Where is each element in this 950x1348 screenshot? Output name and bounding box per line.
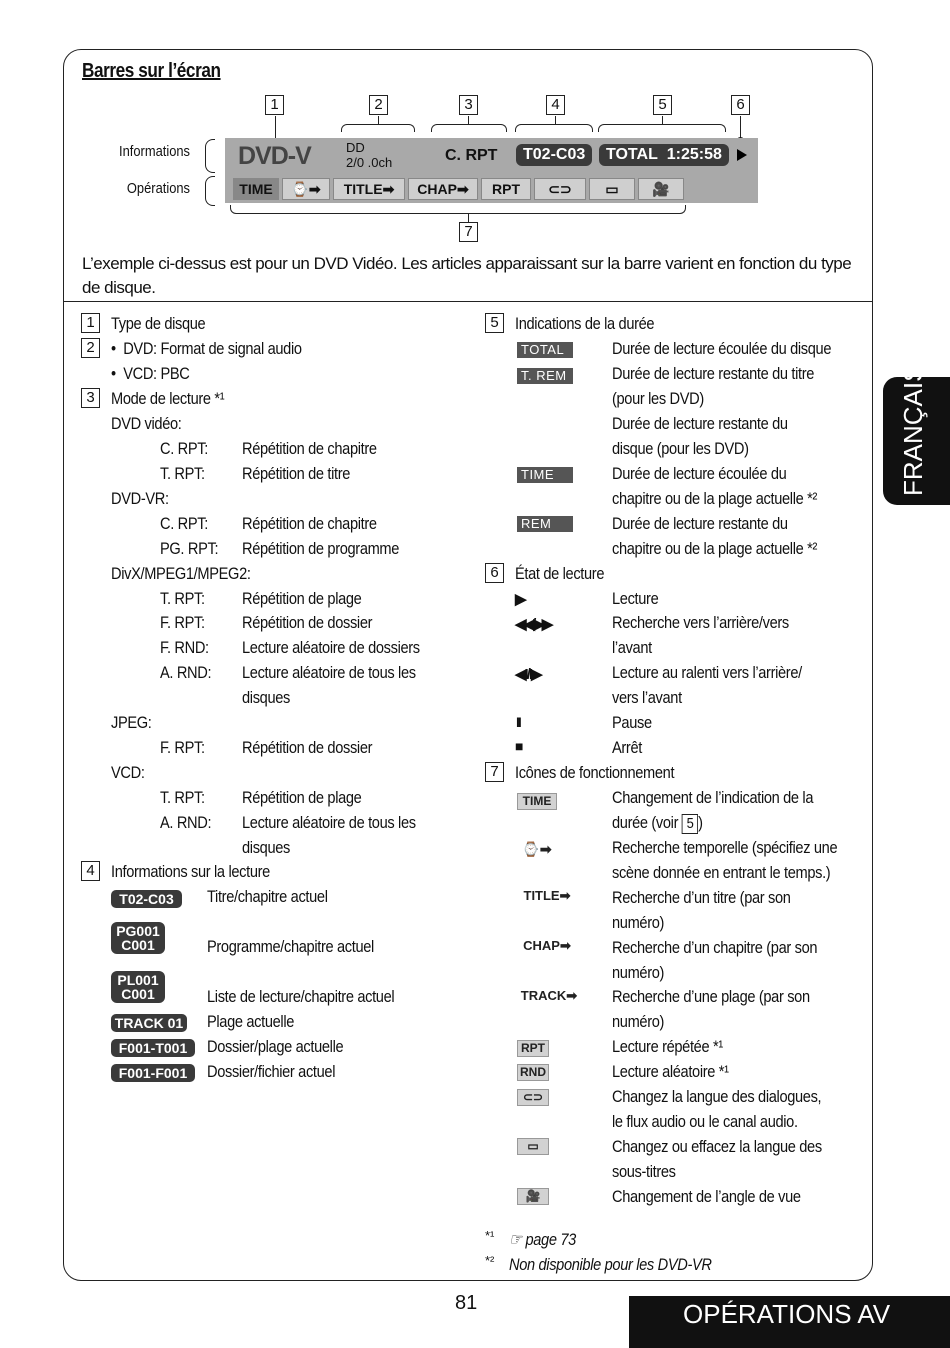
time-desc: (pour les DVD) [612,389,704,408]
label-informations: Informations [119,143,190,160]
stop-icon: ■ [515,738,524,754]
chapter-search-icon: CHAP➡ [517,938,577,953]
language-tab-label: FRANÇAIS [898,364,928,496]
icon-desc: Lecture aléatoire *¹ [612,1062,729,1081]
footnote-1: ☞ page 73 [509,1230,576,1249]
footnote-mark-1: *¹ [485,1228,495,1243]
callout-5-right: 5 [485,313,504,333]
footer-section [629,1296,950,1348]
playback-info-heading: Informations sur la lecture [111,862,270,881]
time-desc: chapitre ou de la plage actuelle *² [612,539,817,558]
badge-program-chapter: PG001 C001 [111,922,165,954]
state-desc: Pause [612,713,652,732]
icon-desc: Changement de l’indication de la [612,788,814,807]
tag-rem: REM [517,516,573,532]
playback-mode: C. RPT [445,147,498,164]
audio-format: DD 2/0 .0ch [346,140,393,170]
subtitle-icon: ▭ [517,1138,549,1155]
callout-4: 4 [546,95,565,115]
time-desc: Durée de lecture restante du [612,514,788,533]
time-desc: Durée de lecture écoulée du disque [612,339,832,358]
icon-desc: Recherche d’un titre (par son [612,888,791,907]
icon-desc: Recherche d’une plage (par son [612,987,810,1006]
mode-key: A. RND: [160,813,212,832]
icon-desc: Changez la langue des dialogues, [612,1087,822,1106]
icon-desc: scène donnée en entrant le temps.) [612,863,831,882]
mode-desc-cont: disques [242,688,290,707]
mode-key: C. RPT: [160,439,208,458]
audio-icon: ⊂⊃ [517,1089,549,1106]
info-desc: Dossier/fichier actuel [207,1062,336,1081]
mode-desc: Répétition de titre [242,464,351,483]
dvd-vr-label: DVD-VR: [111,489,169,508]
state-desc: Lecture [612,589,659,608]
play-icon [737,149,747,161]
state-desc: vers l’avant [612,688,682,707]
time-desc: chapitre ou de la plage actuelle *² [612,489,817,508]
icon-desc: Changement de l’angle de vue [612,1187,801,1206]
icon-desc: le flux audio ou le canal audio. [612,1112,798,1131]
time-desc: Durée de lecture restante du titre [612,364,815,383]
vcd-label: VCD: [111,763,145,782]
time-desc: Durée de lecture écoulée du [612,464,787,483]
callout-3-left: 3 [81,388,100,408]
bullet-vcd: • VCD: PBC [111,364,190,383]
pause-icon: II [516,714,520,730]
chapter-indicator: T02-C03 [516,144,592,166]
state-desc: Recherche vers l’arrière/vers [612,613,789,632]
mode-key: PG. RPT: [160,539,219,558]
onscreen-bar [225,138,758,203]
op-rpt[interactable]: RPT [481,178,531,200]
mode-key: A. RND: [160,663,212,682]
info-desc: Programme/chapitre actuel [207,937,374,956]
mode-key: F. RPT: [160,613,205,632]
icon-desc: numéro) [612,1012,665,1031]
intro-text: L’exemple ci-dessus est pour un DVD Vidéo. Les articles apparaissant sur la barre varient en fonction du type de disque. [82,254,852,297]
track-search-icon: TRACK➡ [517,988,581,1003]
play-icon: ▶ [515,591,527,608]
callout-1-left: 1 [81,313,100,333]
divx-label: DivX/MPEG1/MPEG2: [111,564,251,583]
icon-desc: Recherche d’un chapitre (par son [612,938,818,957]
time-search-icon: ⌚➡ [517,842,557,857]
op-angle[interactable]: 🎥 [638,178,684,200]
playback-mode-heading: Mode de lecture *¹ [111,389,225,408]
callout-5: 5 [653,95,672,115]
footnote-2: Non disponible pour les DVD-VR [509,1255,712,1274]
badge-folder-track: F001-T001 [111,1039,195,1057]
disc-type: DVD-V [238,142,311,170]
op-audio[interactable]: ⊂⊃ [534,178,586,200]
mode-desc: Lecture aléatoire de tous les [242,663,416,682]
icon-desc: Lecture répétée *¹ [612,1037,723,1056]
tag-trem: T. REM [517,368,573,384]
op-title[interactable]: TITLE➡ [333,178,405,200]
info-desc: Plage actuelle [207,1012,295,1031]
mode-desc: Répétition de chapitre [242,514,377,533]
mode-key: C. RPT: [160,514,208,533]
search-icon: ◀◀/▶▶ [515,616,551,633]
disc-type-heading: Type de disque [111,314,206,333]
callout-2: 2 [369,95,388,115]
icon-desc: Recherche temporelle (spécifiez une [612,838,838,857]
info-desc: Liste de lecture/chapitre actuel [207,987,395,1006]
op-chap[interactable]: CHAP➡ [408,178,478,200]
badge-folder-file: F001-F001 [111,1064,195,1082]
mode-desc: Répétition de plage [242,788,362,807]
state-heading: État de lecture [515,564,605,583]
label-operations: Opérations [126,180,190,197]
mode-desc: Répétition de dossier [242,613,373,632]
mode-key: F. RPT: [160,738,205,757]
op-time-search[interactable]: ⌚➡ [282,178,330,200]
dvd-video-label: DVD vidéo: [111,414,182,433]
op-time[interactable]: TIME [233,178,279,200]
btn-time-icon: TIME [517,793,557,810]
callout-6: 6 [731,95,750,115]
info-desc: Titre/chapitre actuel [207,887,328,906]
mode-desc: Lecture aléatoire de dossiers [242,638,420,657]
mode-key: T. RPT: [160,788,205,807]
icon-desc: numéro) [612,963,665,982]
state-desc: Arrêt [612,738,642,757]
badge-track: TRACK 01 [111,1014,187,1032]
callout-7-right: 7 [485,762,504,782]
section-title: Barres sur l’écran [82,60,221,82]
footnote-mark-2: *² [485,1253,495,1268]
state-desc: l’avant [612,638,652,657]
mode-desc: Répétition de chapitre [242,439,377,458]
info-desc: Dossier/plage actuelle [207,1037,344,1056]
angle-icon: 🎥 [517,1188,549,1205]
total-time: TOTAL 1:25:58 [599,144,729,166]
icon-desc: durée (voir 5 ) [612,813,703,832]
callout-1: 1 [265,95,284,115]
callout-7: 7 [459,222,478,242]
divider [64,301,872,302]
badge-title-chapter: T02-C03 [111,890,182,908]
badge-playlist-chapter: PL001 C001 [111,971,165,1003]
mode-desc: Répétition de dossier [242,738,373,757]
op-subtitle[interactable]: ▭ [589,178,635,200]
state-desc: Lecture au ralenti vers l’arrière/ [612,663,802,682]
mode-key: F. RND: [160,638,209,657]
callout-6-right: 6 [485,563,504,583]
random-icon: RND [517,1064,549,1081]
mode-desc-cont: disques [242,838,290,857]
mode-desc: Répétition de plage [242,589,362,608]
footer-label: OPÉRATIONS AV [683,1299,891,1329]
callout-2-left: 2 [81,338,100,358]
mode-desc: Lecture aléatoire de tous les [242,813,416,832]
icon-desc: sous-titres [612,1162,676,1181]
tag-time: TIME [517,467,573,483]
icon-desc: numéro) [612,913,665,932]
icon-desc: Changez ou effacez la langue des [612,1137,822,1156]
time-desc: Durée de lecture restante du [612,414,788,433]
mode-key: T. RPT: [160,464,205,483]
slow-icon: ◀I/I▶ [515,666,541,683]
repeat-icon: RPT [517,1040,549,1057]
mode-key: T. RPT: [160,589,205,608]
callout-4-left: 4 [81,861,100,881]
bullet-dvd: • DVD: Format de signal audio [111,339,302,358]
jpeg-label: JPEG: [111,713,152,732]
title-search-icon: TITLE➡ [517,888,577,903]
time-heading: Indications de la durée [515,314,655,333]
page-number: 81 [455,1292,478,1314]
icons-heading: Icônes de fonctionnement [515,763,675,782]
tag-total: TOTAL [517,342,573,358]
mode-desc: Répétition de programme [242,539,400,558]
time-desc: disque (pour les DVD) [612,439,749,458]
callout-3: 3 [459,95,478,115]
